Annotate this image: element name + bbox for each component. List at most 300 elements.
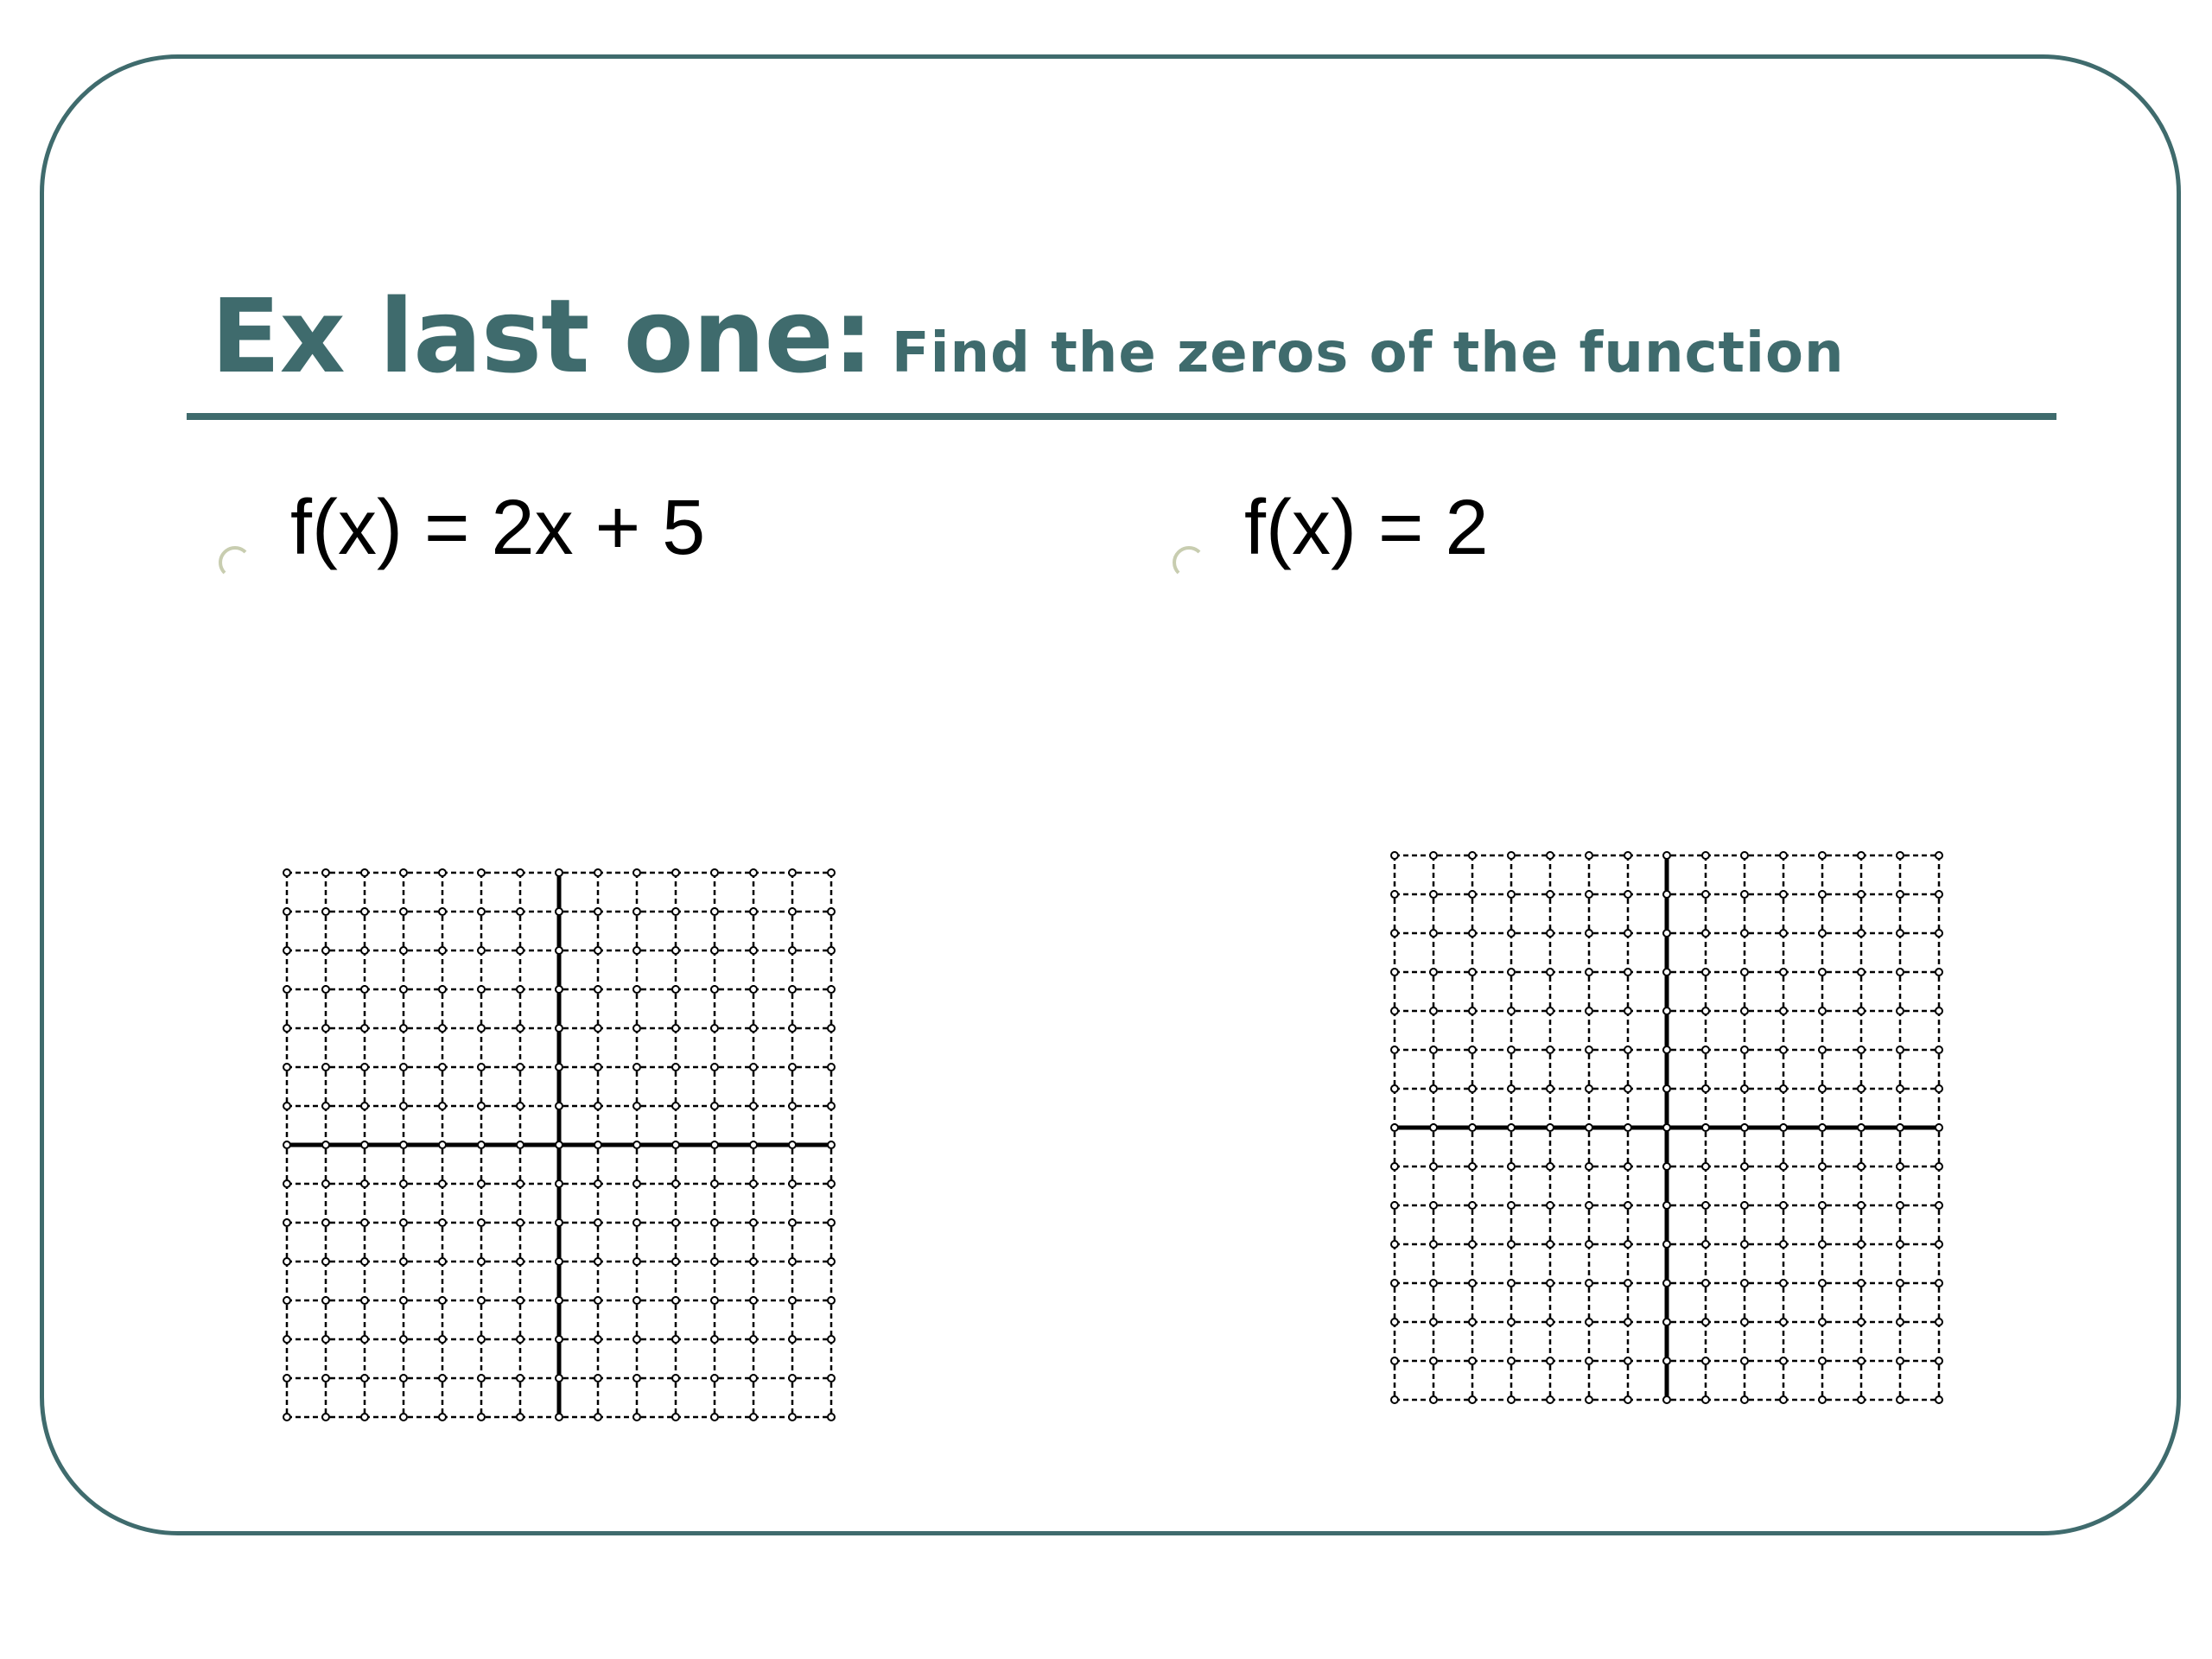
grid-intersection bbox=[828, 1103, 835, 1109]
grid-intersection bbox=[789, 1025, 796, 1032]
grid-intersection bbox=[439, 1025, 446, 1032]
grid-intersection bbox=[828, 1219, 835, 1226]
grid-intersection bbox=[1702, 930, 1709, 937]
grid-intersection bbox=[1702, 1241, 1709, 1248]
grid-intersection bbox=[1624, 1124, 1631, 1131]
grid-intersection bbox=[750, 908, 757, 915]
grid-intersection bbox=[478, 947, 485, 954]
grid-intersection bbox=[1624, 1007, 1631, 1014]
grid-intersection bbox=[633, 1180, 640, 1187]
grid-intersection bbox=[1858, 969, 1865, 976]
grid-intersection bbox=[594, 1336, 601, 1343]
grid-intersection bbox=[1547, 1007, 1554, 1014]
grid-intersection bbox=[789, 908, 796, 915]
grid-intersection bbox=[1508, 1319, 1515, 1325]
grid-intersection bbox=[1702, 852, 1709, 859]
grid-intersection bbox=[672, 1258, 679, 1265]
grid-intersection bbox=[1547, 1396, 1554, 1403]
grid-intersection bbox=[556, 1336, 563, 1343]
grid-intersection bbox=[517, 908, 524, 915]
grid-intersection bbox=[1936, 852, 1942, 859]
grid-intersection bbox=[1741, 1124, 1748, 1131]
grid-intersection bbox=[594, 1103, 601, 1109]
grid-intersection bbox=[1586, 1319, 1592, 1325]
grid-intersection bbox=[594, 908, 601, 915]
grid-intersection bbox=[1780, 1163, 1787, 1170]
grid-intersection bbox=[322, 1414, 329, 1421]
grid-intersection bbox=[1897, 1280, 1904, 1287]
grid-intersection bbox=[478, 986, 485, 993]
grid-intersection bbox=[439, 1103, 446, 1109]
grid-intersection bbox=[633, 947, 640, 954]
coordinate-grid-1 bbox=[278, 864, 840, 1426]
grid-intersection bbox=[1780, 1319, 1787, 1325]
grid-intersection bbox=[439, 986, 446, 993]
grid-intersection bbox=[400, 1258, 407, 1265]
grid-intersection bbox=[711, 869, 718, 876]
grid-intersection bbox=[517, 986, 524, 993]
grid-intersection bbox=[1936, 1202, 1942, 1209]
grid-intersection bbox=[478, 1180, 485, 1187]
grid-intersection bbox=[1547, 1319, 1554, 1325]
grid-intersection bbox=[1702, 1280, 1709, 1287]
grid-intersection bbox=[1430, 1357, 1437, 1364]
grid-intersection bbox=[1741, 1007, 1748, 1014]
grid-intersection bbox=[478, 1336, 485, 1343]
grid-intersection bbox=[517, 869, 524, 876]
grid-intersection bbox=[1586, 1241, 1592, 1248]
grid-intersection bbox=[1663, 1396, 1670, 1403]
grid-intersection bbox=[1897, 930, 1904, 937]
grid-intersection bbox=[1702, 1124, 1709, 1131]
grid-intersection bbox=[517, 1258, 524, 1265]
grid-intersection bbox=[1858, 1124, 1865, 1131]
grid-intersection bbox=[478, 908, 485, 915]
grid-intersection bbox=[711, 986, 718, 993]
grid-intersection bbox=[1430, 891, 1437, 898]
grid-intersection bbox=[1819, 1280, 1826, 1287]
grid-intersection bbox=[828, 1180, 835, 1187]
grid-intersection bbox=[322, 869, 329, 876]
grid-intersection bbox=[400, 1375, 407, 1382]
grid-intersection bbox=[711, 1219, 718, 1226]
grid-intersection bbox=[1741, 852, 1748, 859]
grid-intersection bbox=[556, 1375, 563, 1382]
grid-intersection bbox=[1624, 1357, 1631, 1364]
grid-intersection bbox=[594, 1180, 601, 1187]
grid-intersection bbox=[556, 1141, 563, 1148]
grid-intersection bbox=[1780, 1280, 1787, 1287]
grid-intersection bbox=[1936, 1280, 1942, 1287]
grid-intersection bbox=[400, 1025, 407, 1032]
grid-intersection bbox=[1780, 1357, 1787, 1364]
grid-intersection bbox=[1936, 1163, 1942, 1170]
grid-intersection bbox=[1508, 1124, 1515, 1131]
grid-intersection bbox=[361, 947, 368, 954]
grid-intersection bbox=[1741, 1163, 1748, 1170]
grid-intersection bbox=[556, 1180, 563, 1187]
grid-intersection bbox=[400, 1219, 407, 1226]
open-arc-bullet-icon bbox=[214, 510, 252, 548]
grid-intersection bbox=[283, 1375, 290, 1382]
grid-intersection bbox=[361, 986, 368, 993]
grid-intersection bbox=[361, 1258, 368, 1265]
grid-intersection bbox=[633, 1336, 640, 1343]
grid-intersection bbox=[1819, 1241, 1826, 1248]
grid-intersection bbox=[1508, 1007, 1515, 1014]
grid-intersection bbox=[400, 1141, 407, 1148]
grid-intersection bbox=[400, 1103, 407, 1109]
grid-intersection bbox=[322, 986, 329, 993]
grid-intersection bbox=[1741, 930, 1748, 937]
grid-intersection bbox=[594, 1258, 601, 1265]
grid-intersection bbox=[1936, 1007, 1942, 1014]
grid-intersection bbox=[789, 947, 796, 954]
grid-intersection bbox=[633, 1414, 640, 1421]
grid-intersection bbox=[1741, 1241, 1748, 1248]
grid-intersection bbox=[517, 1219, 524, 1226]
grid-intersection bbox=[789, 1414, 796, 1421]
grid-intersection bbox=[478, 1297, 485, 1304]
grid-intersection bbox=[322, 1025, 329, 1032]
grid-intersection bbox=[400, 1297, 407, 1304]
grid-intersection bbox=[672, 869, 679, 876]
grid-intersection bbox=[478, 1141, 485, 1148]
grid-intersection bbox=[1858, 1319, 1865, 1325]
grid-intersection bbox=[750, 1336, 757, 1343]
grid-intersection bbox=[672, 1297, 679, 1304]
grid-intersection bbox=[1391, 930, 1398, 937]
grid-intersection bbox=[517, 1375, 524, 1382]
grid-intersection bbox=[750, 1103, 757, 1109]
grid-intersection bbox=[828, 1258, 835, 1265]
grid-intersection bbox=[1391, 1085, 1398, 1092]
grid-intersection bbox=[1702, 969, 1709, 976]
grid-intersection bbox=[478, 1375, 485, 1382]
grid-intersection bbox=[1663, 1202, 1670, 1209]
grid-intersection bbox=[556, 947, 563, 954]
grid-intersection bbox=[1858, 1241, 1865, 1248]
open-arc-bullet-icon bbox=[1168, 510, 1206, 548]
grid-intersection bbox=[1936, 1124, 1942, 1131]
grid-intersection bbox=[322, 1141, 329, 1148]
grid-intersection bbox=[439, 1141, 446, 1148]
grid-intersection bbox=[1936, 1396, 1942, 1403]
grid-intersection bbox=[1508, 1241, 1515, 1248]
grid-intersection bbox=[789, 869, 796, 876]
grid-intersection bbox=[1780, 891, 1787, 898]
grid-intersection bbox=[361, 1219, 368, 1226]
grid-intersection bbox=[594, 1414, 601, 1421]
grid-intersection bbox=[556, 869, 563, 876]
grid-intersection bbox=[828, 986, 835, 993]
grid-intersection bbox=[1547, 969, 1554, 976]
grid-intersection bbox=[1508, 1046, 1515, 1053]
grid-intersection bbox=[1897, 1085, 1904, 1092]
grid-intersection bbox=[750, 1180, 757, 1187]
grid-intersection bbox=[711, 1141, 718, 1148]
grid-intersection bbox=[1391, 1163, 1398, 1170]
grid-intersection bbox=[1469, 1241, 1476, 1248]
grid-intersection bbox=[517, 947, 524, 954]
grid-intersection bbox=[1897, 969, 1904, 976]
grid-intersection bbox=[439, 1414, 446, 1421]
grid-intersection bbox=[1663, 1046, 1670, 1053]
grid-intersection bbox=[1508, 1163, 1515, 1170]
grid-intersection bbox=[517, 1025, 524, 1032]
grid-intersection bbox=[1430, 930, 1437, 937]
grid-intersection bbox=[1702, 1202, 1709, 1209]
grid-intersection bbox=[1586, 852, 1592, 859]
grid-intersection bbox=[400, 869, 407, 876]
grid-intersection bbox=[1663, 852, 1670, 859]
grid-intersection bbox=[1508, 969, 1515, 976]
problem-2 bbox=[1168, 484, 1489, 573]
grid-intersection bbox=[1702, 1085, 1709, 1092]
grid-intersection bbox=[789, 1219, 796, 1226]
grid-intersection bbox=[789, 986, 796, 993]
grid-intersection bbox=[400, 1414, 407, 1421]
grid-intersection bbox=[1508, 1396, 1515, 1403]
grid-intersection bbox=[1702, 1396, 1709, 1403]
grid-intersection bbox=[750, 1025, 757, 1032]
grid-intersection bbox=[1586, 1046, 1592, 1053]
grid-intersection bbox=[478, 1064, 485, 1071]
grid-intersection bbox=[750, 1414, 757, 1421]
grid-intersection bbox=[283, 1064, 290, 1071]
grid-intersection bbox=[1936, 1319, 1942, 1325]
grid-intersection bbox=[361, 908, 368, 915]
grid-intersection bbox=[1741, 1280, 1748, 1287]
grid-intersection bbox=[1586, 930, 1592, 937]
grid-intersection bbox=[672, 1180, 679, 1187]
grid-intersection bbox=[594, 1064, 601, 1071]
grid-intersection bbox=[594, 869, 601, 876]
grid-intersection bbox=[1469, 1124, 1476, 1131]
grid-intersection bbox=[439, 1180, 446, 1187]
grid-intersection bbox=[1897, 1357, 1904, 1364]
grid-intersection bbox=[517, 1180, 524, 1187]
grid-intersection bbox=[1858, 930, 1865, 937]
grid-intersection bbox=[789, 1297, 796, 1304]
grid-intersection bbox=[1780, 1085, 1787, 1092]
grid-intersection bbox=[1663, 1085, 1670, 1092]
grid-intersection bbox=[1819, 930, 1826, 937]
grid-intersection bbox=[1547, 891, 1554, 898]
grid-intersection bbox=[556, 1297, 563, 1304]
grid-intersection bbox=[1547, 1241, 1554, 1248]
grid-intersection bbox=[1547, 1202, 1554, 1209]
grid-intersection bbox=[672, 1025, 679, 1032]
grid-intersection bbox=[1469, 930, 1476, 937]
grid-intersection bbox=[1819, 969, 1826, 976]
grid-intersection bbox=[1508, 1085, 1515, 1092]
grid-intersection bbox=[1469, 891, 1476, 898]
grid-intersection bbox=[1702, 1046, 1709, 1053]
grid-intersection bbox=[1663, 1241, 1670, 1248]
grid-intersection bbox=[1547, 1124, 1554, 1131]
grid-intersection bbox=[361, 1297, 368, 1304]
grid-intersection bbox=[322, 908, 329, 915]
grid-intersection bbox=[1663, 1319, 1670, 1325]
grid-intersection bbox=[1858, 1085, 1865, 1092]
grid-intersection bbox=[1741, 1046, 1748, 1053]
grid-intersection bbox=[1391, 1396, 1398, 1403]
grid-intersection bbox=[322, 1103, 329, 1109]
grid-intersection bbox=[478, 1025, 485, 1032]
grid-intersection bbox=[1663, 969, 1670, 976]
grid-intersection bbox=[828, 1025, 835, 1032]
grid-intersection bbox=[1430, 1163, 1437, 1170]
grid-intersection bbox=[1663, 1124, 1670, 1131]
grid-intersection bbox=[1469, 1007, 1476, 1014]
grid-intersection bbox=[1391, 1241, 1398, 1248]
grid-intersection bbox=[517, 1141, 524, 1148]
grid-intersection bbox=[556, 1025, 563, 1032]
grid-intersection bbox=[1391, 1357, 1398, 1364]
grid-intersection bbox=[633, 1103, 640, 1109]
grid-intersection bbox=[1430, 1319, 1437, 1325]
grid-intersection bbox=[1780, 1046, 1787, 1053]
grid-intersection bbox=[750, 1375, 757, 1382]
grid-intersection bbox=[1547, 1163, 1554, 1170]
grid-intersection bbox=[1586, 1202, 1592, 1209]
grid-intersection bbox=[789, 1064, 796, 1071]
grid-intersection bbox=[1702, 1163, 1709, 1170]
grid-intersection bbox=[1702, 1007, 1709, 1014]
grid-intersection bbox=[400, 947, 407, 954]
grid-intersection bbox=[439, 1219, 446, 1226]
grid-intersection bbox=[556, 908, 563, 915]
grid-intersection bbox=[1547, 930, 1554, 937]
grid-intersection bbox=[1586, 1085, 1592, 1092]
grid-intersection bbox=[594, 1141, 601, 1148]
grid-intersection bbox=[711, 1297, 718, 1304]
grid-intersection bbox=[594, 1025, 601, 1032]
grid-intersection bbox=[283, 986, 290, 993]
grid-intersection bbox=[789, 1258, 796, 1265]
grid-intersection bbox=[1819, 852, 1826, 859]
grid-intersection bbox=[1391, 1202, 1398, 1209]
grid-intersection bbox=[400, 1336, 407, 1343]
grid-intersection bbox=[556, 1414, 563, 1421]
grid-intersection bbox=[1469, 1396, 1476, 1403]
grid-intersection bbox=[1858, 1357, 1865, 1364]
grid-intersection bbox=[361, 1064, 368, 1071]
grid-intersection bbox=[1586, 1124, 1592, 1131]
grid-intersection bbox=[439, 869, 446, 876]
grid-intersection bbox=[361, 1103, 368, 1109]
grid-intersection bbox=[478, 1219, 485, 1226]
grid-intersection bbox=[1430, 1046, 1437, 1053]
grid-intersection bbox=[1430, 852, 1437, 859]
grid-intersection bbox=[1624, 969, 1631, 976]
grid-intersection bbox=[1702, 891, 1709, 898]
grid-intersection bbox=[1430, 1202, 1437, 1209]
grid-intersection bbox=[1741, 1357, 1748, 1364]
grid-intersection bbox=[1663, 891, 1670, 898]
grid-intersection bbox=[1624, 1241, 1631, 1248]
grid-intersection bbox=[1508, 891, 1515, 898]
grid-intersection bbox=[439, 908, 446, 915]
grid-intersection bbox=[283, 1297, 290, 1304]
title-subtitle: Find the zeros of the function bbox=[891, 321, 1845, 385]
grid-intersection bbox=[1624, 1319, 1631, 1325]
grid-intersection bbox=[1741, 891, 1748, 898]
grid-intersection bbox=[672, 947, 679, 954]
grid-intersection bbox=[750, 1064, 757, 1071]
grid-intersection bbox=[1547, 1085, 1554, 1092]
grid-intersection bbox=[1469, 852, 1476, 859]
grid-intersection bbox=[322, 1064, 329, 1071]
grid-intersection bbox=[1819, 1319, 1826, 1325]
grid-intersection bbox=[1936, 930, 1942, 937]
grid-intersection bbox=[283, 1219, 290, 1226]
grid-intersection bbox=[633, 1064, 640, 1071]
grid-intersection bbox=[711, 1258, 718, 1265]
grid-intersection bbox=[1508, 930, 1515, 937]
grid-intersection bbox=[1936, 891, 1942, 898]
grid-intersection bbox=[711, 1180, 718, 1187]
grid-intersection bbox=[633, 1297, 640, 1304]
grid-intersection bbox=[789, 1103, 796, 1109]
grid-intersection bbox=[361, 1180, 368, 1187]
grid-intersection bbox=[1586, 1007, 1592, 1014]
grid-intersection bbox=[750, 1258, 757, 1265]
grid-intersection bbox=[1741, 1085, 1748, 1092]
grid-intersection bbox=[711, 1103, 718, 1109]
grid-intersection bbox=[672, 1336, 679, 1343]
grid-intersection bbox=[1780, 1241, 1787, 1248]
grid-intersection bbox=[1508, 1202, 1515, 1209]
problem-1-equation: f(x) = 2x + 5 bbox=[290, 485, 706, 571]
grid-intersection bbox=[594, 947, 601, 954]
grid-intersection bbox=[789, 1180, 796, 1187]
grid-intersection bbox=[1819, 1396, 1826, 1403]
grid-intersection bbox=[1858, 1396, 1865, 1403]
grid-intersection bbox=[1897, 1124, 1904, 1131]
grid-intersection bbox=[633, 986, 640, 993]
grid-intersection bbox=[1547, 852, 1554, 859]
grid-intersection bbox=[1897, 1163, 1904, 1170]
grid-intersection bbox=[750, 1141, 757, 1148]
grid-intersection bbox=[789, 1336, 796, 1343]
grid-intersection bbox=[711, 1414, 718, 1421]
grid-intersection bbox=[1936, 969, 1942, 976]
grid-intersection bbox=[828, 1375, 835, 1382]
grid-intersection bbox=[1624, 1280, 1631, 1287]
grid-intersection bbox=[1430, 1280, 1437, 1287]
grid-intersection bbox=[439, 1375, 446, 1382]
grid-intersection bbox=[750, 869, 757, 876]
grid-intersection bbox=[283, 869, 290, 876]
grid-intersection bbox=[1624, 1202, 1631, 1209]
grid-intersection bbox=[633, 908, 640, 915]
grid-intersection bbox=[283, 1141, 290, 1148]
grid-intersection bbox=[672, 986, 679, 993]
grid-intersection bbox=[1430, 969, 1437, 976]
grid-intersection bbox=[1819, 1163, 1826, 1170]
grid-intersection bbox=[1780, 930, 1787, 937]
grid-intersection bbox=[594, 986, 601, 993]
grid-intersection bbox=[1624, 891, 1631, 898]
grid-intersection bbox=[1469, 1163, 1476, 1170]
slide-title bbox=[211, 276, 1845, 396]
grid-intersection bbox=[1780, 1007, 1787, 1014]
grid-intersection bbox=[1391, 1319, 1398, 1325]
grid-intersection bbox=[361, 1336, 368, 1343]
grid-intersection bbox=[1469, 1357, 1476, 1364]
